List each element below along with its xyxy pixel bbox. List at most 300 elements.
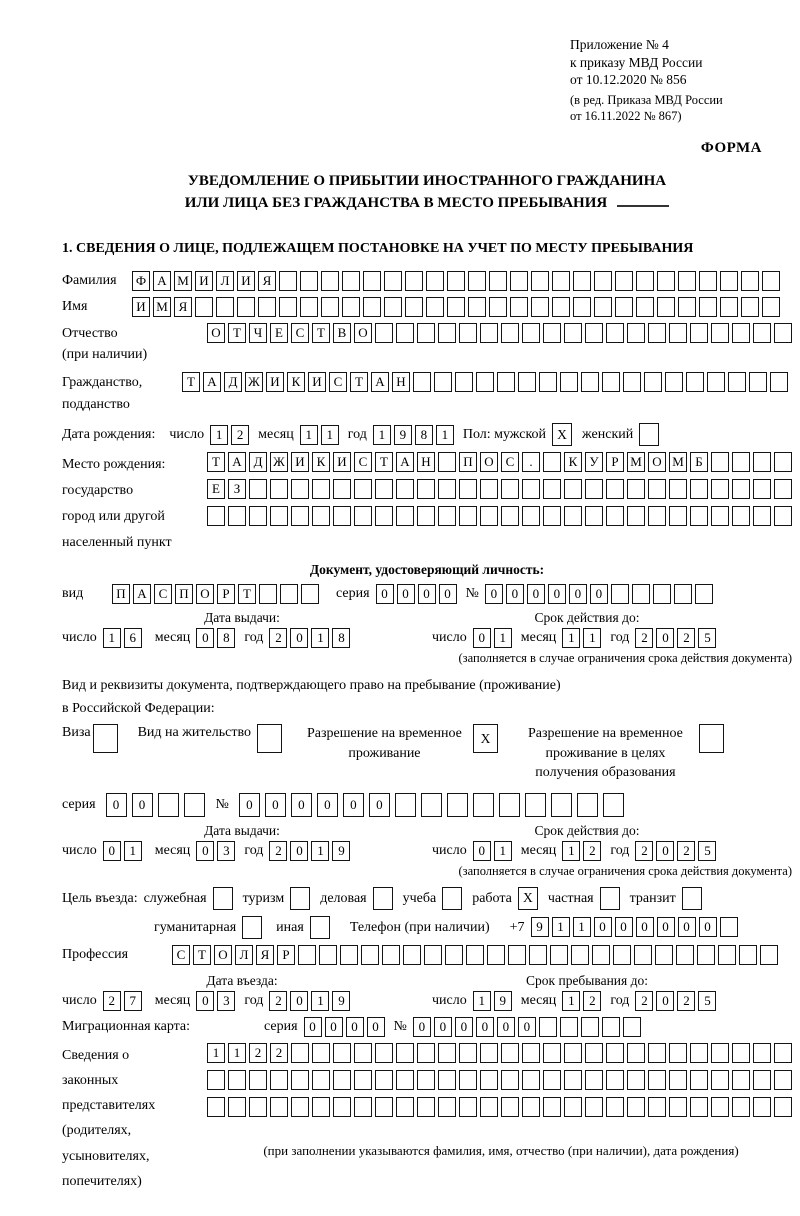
stay-year-cells[interactable] xyxy=(635,991,719,1011)
form-cell[interactable] xyxy=(375,1070,393,1090)
form-cell[interactable] xyxy=(739,945,757,965)
form-cell[interactable] xyxy=(184,793,205,817)
surname-cells[interactable] xyxy=(132,271,783,291)
form-cell[interactable]: 1 xyxy=(562,841,580,861)
form-cell[interactable]: И xyxy=(333,452,351,472)
form-cell[interactable] xyxy=(312,1097,330,1117)
form-cell[interactable] xyxy=(602,1017,620,1037)
form-cell[interactable] xyxy=(606,1070,624,1090)
form-cell[interactable] xyxy=(438,1097,456,1117)
form-cell[interactable]: 2 xyxy=(249,1043,267,1063)
form-cell[interactable]: Ф xyxy=(132,271,150,291)
form-cell[interactable] xyxy=(581,372,599,392)
form-cell[interactable] xyxy=(732,1097,750,1117)
form-cell[interactable]: 0 xyxy=(656,991,674,1011)
form-cell[interactable] xyxy=(259,584,277,604)
form-cell[interactable] xyxy=(447,271,465,291)
form-cell[interactable]: С xyxy=(354,452,372,472)
form-cell[interactable] xyxy=(480,323,498,343)
form-cell[interactable]: Т xyxy=(312,323,330,343)
form-cell[interactable] xyxy=(207,1097,225,1117)
form-cell[interactable]: И xyxy=(266,372,284,392)
form-cell[interactable] xyxy=(564,1097,582,1117)
form-cell[interactable] xyxy=(634,945,652,965)
form-cell[interactable] xyxy=(417,506,435,526)
form-cell[interactable]: 0 xyxy=(434,1017,452,1037)
form-cell[interactable] xyxy=(249,506,267,526)
form-cell[interactable]: О xyxy=(480,452,498,472)
form-cell[interactable] xyxy=(711,323,729,343)
form-cell[interactable] xyxy=(732,323,750,343)
form-cell[interactable] xyxy=(207,506,225,526)
form-cell[interactable]: 0 xyxy=(497,1017,515,1037)
rvp-series-cells[interactable] xyxy=(106,793,210,817)
form-cell[interactable]: П xyxy=(459,452,477,472)
form-cell[interactable] xyxy=(676,945,694,965)
form-cell[interactable]: 1 xyxy=(436,425,454,445)
form-cell[interactable] xyxy=(459,323,477,343)
form-cell[interactable] xyxy=(280,584,298,604)
form-cell[interactable] xyxy=(375,506,393,526)
form-cell[interactable]: К xyxy=(287,372,305,392)
form-cell[interactable] xyxy=(657,271,675,291)
form-cell[interactable] xyxy=(741,297,759,317)
rvp-valid-day-cells[interactable] xyxy=(473,841,515,861)
form-cell[interactable] xyxy=(613,945,631,965)
form-cell[interactable]: 0 xyxy=(106,793,127,817)
form-cell[interactable] xyxy=(321,271,339,291)
form-cell[interactable]: Б xyxy=(690,452,708,472)
form-cell[interactable] xyxy=(594,297,612,317)
form-cell[interactable] xyxy=(480,506,498,526)
form-cell[interactable] xyxy=(539,372,557,392)
form-cell[interactable] xyxy=(501,479,519,499)
form-cell[interactable] xyxy=(585,1097,603,1117)
form-cell[interactable] xyxy=(312,1043,330,1063)
form-cell[interactable] xyxy=(581,1017,599,1037)
form-cell[interactable]: Е xyxy=(207,479,225,499)
form-cell[interactable]: 0 xyxy=(132,793,153,817)
stay-month-cells[interactable] xyxy=(562,991,604,1011)
representatives-cells-row2[interactable] xyxy=(207,1070,795,1090)
form-cell[interactable] xyxy=(760,945,778,965)
form-cell[interactable]: 0 xyxy=(594,917,612,937)
form-cell[interactable]: 9 xyxy=(531,917,549,937)
form-cell[interactable]: Л xyxy=(235,945,253,965)
form-cell[interactable]: 0 xyxy=(657,917,675,937)
form-cell[interactable] xyxy=(615,297,633,317)
form-cell[interactable] xyxy=(732,1070,750,1090)
form-cell[interactable]: 1 xyxy=(552,917,570,937)
form-cell[interactable] xyxy=(560,1017,578,1037)
form-cell[interactable] xyxy=(774,1097,792,1117)
form-cell[interactable]: 1 xyxy=(124,841,142,861)
form-cell[interactable]: 0 xyxy=(317,793,338,817)
form-cell[interactable]: 1 xyxy=(573,917,591,937)
form-cell[interactable]: 8 xyxy=(217,628,235,648)
form-cell[interactable]: 0 xyxy=(239,793,260,817)
form-cell[interactable]: Р xyxy=(606,452,624,472)
form-cell[interactable]: С xyxy=(172,945,190,965)
form-cell[interactable] xyxy=(669,323,687,343)
migr-number-cells[interactable] xyxy=(413,1017,644,1037)
form-cell[interactable] xyxy=(207,1070,225,1090)
form-cell[interactable]: И xyxy=(237,271,255,291)
form-cell[interactable] xyxy=(753,323,771,343)
migr-series-cells[interactable] xyxy=(304,1017,388,1037)
form-cell[interactable] xyxy=(648,479,666,499)
form-cell[interactable]: А xyxy=(396,452,414,472)
form-cell[interactable] xyxy=(585,479,603,499)
doc-number-cells[interactable] xyxy=(485,584,716,604)
form-cell[interactable] xyxy=(732,1043,750,1063)
form-cell[interactable] xyxy=(438,506,456,526)
form-cell[interactable] xyxy=(363,297,381,317)
form-cell[interactable] xyxy=(531,271,549,291)
form-cell[interactable] xyxy=(321,297,339,317)
form-cell[interactable]: И xyxy=(291,452,309,472)
form-cell[interactable]: 0 xyxy=(290,628,308,648)
form-cell[interactable]: 0 xyxy=(367,1017,385,1037)
form-cell[interactable]: 6 xyxy=(124,628,142,648)
form-cell[interactable]: 0 xyxy=(656,628,674,648)
form-cell[interactable]: М xyxy=(669,452,687,472)
residence-permit-checkbox[interactable] xyxy=(257,724,282,753)
form-cell[interactable] xyxy=(312,1070,330,1090)
form-cell[interactable] xyxy=(648,1097,666,1117)
form-cell[interactable] xyxy=(531,297,549,317)
form-cell[interactable]: 0 xyxy=(196,991,214,1011)
form-cell[interactable]: Л xyxy=(216,271,234,291)
form-cell[interactable] xyxy=(249,1070,267,1090)
form-cell[interactable] xyxy=(550,945,568,965)
form-cell[interactable]: 0 xyxy=(397,584,415,604)
form-cell[interactable] xyxy=(447,793,468,817)
form-cell[interactable]: 9 xyxy=(332,991,350,1011)
form-cell[interactable] xyxy=(674,584,692,604)
form-cell[interactable]: 0 xyxy=(548,584,566,604)
form-cell[interactable] xyxy=(627,323,645,343)
form-cell[interactable]: Н xyxy=(417,452,435,472)
form-cell[interactable] xyxy=(690,506,708,526)
form-cell[interactable] xyxy=(319,945,337,965)
form-cell[interactable]: Т xyxy=(350,372,368,392)
form-cell[interactable]: 2 xyxy=(583,841,601,861)
form-cell[interactable] xyxy=(476,372,494,392)
form-cell[interactable] xyxy=(678,271,696,291)
form-cell[interactable] xyxy=(522,323,540,343)
form-cell[interactable] xyxy=(543,506,561,526)
form-cell[interactable] xyxy=(571,945,589,965)
form-cell[interactable] xyxy=(473,793,494,817)
form-cell[interactable]: М xyxy=(153,297,171,317)
form-cell[interactable] xyxy=(711,479,729,499)
form-cell[interactable] xyxy=(564,323,582,343)
form-cell[interactable] xyxy=(291,1070,309,1090)
profession-cells[interactable] xyxy=(172,945,781,965)
form-cell[interactable] xyxy=(426,297,444,317)
form-cell[interactable] xyxy=(501,1097,519,1117)
form-cell[interactable] xyxy=(396,506,414,526)
form-cell[interactable] xyxy=(718,945,736,965)
form-cell[interactable] xyxy=(690,479,708,499)
form-cell[interactable] xyxy=(333,1097,351,1117)
form-cell[interactable] xyxy=(602,372,620,392)
form-cell[interactable] xyxy=(669,1097,687,1117)
doc-valid-day-cells[interactable] xyxy=(473,628,515,648)
representatives-cells-row1[interactable] xyxy=(207,1043,795,1063)
form-cell[interactable] xyxy=(510,297,528,317)
form-cell[interactable] xyxy=(657,297,675,317)
form-cell[interactable] xyxy=(445,945,463,965)
form-cell[interactable] xyxy=(543,1070,561,1090)
doc-type-cells[interactable] xyxy=(112,584,322,604)
form-cell[interactable] xyxy=(312,506,330,526)
form-cell[interactable] xyxy=(686,372,704,392)
form-cell[interactable] xyxy=(510,271,528,291)
form-cell[interactable] xyxy=(438,1043,456,1063)
doc-issue-month-cells[interactable] xyxy=(196,628,238,648)
entry-year-cells[interactable] xyxy=(269,991,353,1011)
form-cell[interactable] xyxy=(753,479,771,499)
form-cell[interactable] xyxy=(522,1070,540,1090)
form-cell[interactable]: . xyxy=(522,452,540,472)
form-cell[interactable] xyxy=(753,506,771,526)
purpose-work-checkbox[interactable]: X xyxy=(518,887,538,910)
form-cell[interactable] xyxy=(459,506,477,526)
form-cell[interactable] xyxy=(291,479,309,499)
form-cell[interactable] xyxy=(753,452,771,472)
form-cell[interactable]: 1 xyxy=(583,628,601,648)
form-cell[interactable] xyxy=(333,506,351,526)
form-cell[interactable]: 0 xyxy=(590,584,608,604)
form-cell[interactable] xyxy=(270,1070,288,1090)
form-cell[interactable]: О xyxy=(207,323,225,343)
form-cell[interactable] xyxy=(728,372,746,392)
form-cell[interactable] xyxy=(466,945,484,965)
form-cell[interactable] xyxy=(480,479,498,499)
form-cell[interactable]: П xyxy=(175,584,193,604)
form-cell[interactable]: С xyxy=(329,372,347,392)
sex-female-checkbox[interactable] xyxy=(639,423,659,446)
form-cell[interactable] xyxy=(501,323,519,343)
form-cell[interactable]: Я xyxy=(258,271,276,291)
form-cell[interactable] xyxy=(585,1070,603,1090)
form-cell[interactable] xyxy=(603,793,624,817)
form-cell[interactable] xyxy=(615,271,633,291)
form-cell[interactable] xyxy=(438,1070,456,1090)
form-cell[interactable]: 1 xyxy=(473,991,491,1011)
form-cell[interactable]: М xyxy=(627,452,645,472)
form-cell[interactable] xyxy=(237,297,255,317)
form-cell[interactable] xyxy=(627,1043,645,1063)
form-cell[interactable] xyxy=(396,479,414,499)
form-cell[interactable]: И xyxy=(308,372,326,392)
form-cell[interactable] xyxy=(560,372,578,392)
form-cell[interactable] xyxy=(501,1070,519,1090)
form-cell[interactable] xyxy=(354,506,372,526)
form-cell[interactable] xyxy=(459,1043,477,1063)
patronymic-cells[interactable] xyxy=(207,323,795,343)
form-cell[interactable]: М xyxy=(174,271,192,291)
form-cell[interactable] xyxy=(421,793,442,817)
form-cell[interactable] xyxy=(551,793,572,817)
form-cell[interactable]: С xyxy=(291,323,309,343)
form-cell[interactable] xyxy=(468,297,486,317)
form-cell[interactable] xyxy=(279,271,297,291)
form-cell[interactable] xyxy=(669,1043,687,1063)
form-cell[interactable] xyxy=(585,323,603,343)
form-cell[interactable] xyxy=(573,271,591,291)
phone-cells[interactable] xyxy=(531,917,741,937)
form-cell[interactable] xyxy=(525,793,546,817)
form-cell[interactable] xyxy=(384,297,402,317)
form-cell[interactable]: 8 xyxy=(415,425,433,445)
form-cell[interactable] xyxy=(518,372,536,392)
form-cell[interactable] xyxy=(543,323,561,343)
form-cell[interactable]: 9 xyxy=(394,425,412,445)
form-cell[interactable]: 2 xyxy=(269,628,287,648)
form-cell[interactable] xyxy=(720,271,738,291)
form-cell[interactable] xyxy=(480,1097,498,1117)
form-cell[interactable]: 0 xyxy=(518,1017,536,1037)
form-cell[interactable] xyxy=(489,271,507,291)
form-cell[interactable] xyxy=(564,479,582,499)
form-cell[interactable]: К xyxy=(564,452,582,472)
form-cell[interactable] xyxy=(279,297,297,317)
stay-day-cells[interactable] xyxy=(473,991,515,1011)
form-cell[interactable] xyxy=(665,372,683,392)
form-cell[interactable]: 1 xyxy=(210,425,228,445)
rvp-issue-year-cells[interactable] xyxy=(269,841,353,861)
form-cell[interactable]: С xyxy=(154,584,172,604)
form-cell[interactable] xyxy=(627,479,645,499)
form-cell[interactable] xyxy=(499,793,520,817)
purpose-business-checkbox[interactable] xyxy=(373,887,393,910)
form-cell[interactable] xyxy=(270,479,288,499)
form-cell[interactable] xyxy=(312,479,330,499)
form-cell[interactable] xyxy=(405,297,423,317)
form-cell[interactable]: 2 xyxy=(677,841,695,861)
form-cell[interactable]: Я xyxy=(174,297,192,317)
birthplace-cells-row2[interactable] xyxy=(207,479,795,499)
form-cell[interactable] xyxy=(749,372,767,392)
form-cell[interactable] xyxy=(732,506,750,526)
form-cell[interactable]: 5 xyxy=(698,628,716,648)
form-cell[interactable] xyxy=(644,372,662,392)
form-cell[interactable] xyxy=(711,506,729,526)
form-cell[interactable] xyxy=(732,479,750,499)
form-cell[interactable] xyxy=(480,1070,498,1090)
sex-male-checkbox[interactable]: X xyxy=(552,423,572,446)
form-cell[interactable] xyxy=(459,479,477,499)
form-cell[interactable] xyxy=(720,297,738,317)
entry-month-cells[interactable] xyxy=(196,991,238,1011)
form-cell[interactable] xyxy=(522,479,540,499)
form-cell[interactable] xyxy=(497,372,515,392)
form-cell[interactable] xyxy=(543,452,561,472)
form-cell[interactable] xyxy=(585,1043,603,1063)
form-cell[interactable] xyxy=(298,945,316,965)
form-cell[interactable]: В xyxy=(333,323,351,343)
form-cell[interactable] xyxy=(354,1043,372,1063)
form-cell[interactable] xyxy=(573,297,591,317)
form-cell[interactable] xyxy=(291,506,309,526)
form-cell[interactable] xyxy=(577,793,598,817)
doc-series-cells[interactable] xyxy=(376,584,460,604)
form-cell[interactable] xyxy=(426,271,444,291)
form-cell[interactable] xyxy=(648,1070,666,1090)
form-cell[interactable] xyxy=(508,945,526,965)
form-cell[interactable] xyxy=(228,1097,246,1117)
form-cell[interactable] xyxy=(375,323,393,343)
temp-residence-edu-checkbox[interactable] xyxy=(699,724,724,753)
form-cell[interactable]: 1 xyxy=(562,991,580,1011)
form-cell[interactable]: А xyxy=(153,271,171,291)
form-cell[interactable] xyxy=(753,1070,771,1090)
form-cell[interactable]: 7 xyxy=(124,991,142,1011)
form-cell[interactable]: Т xyxy=(182,372,200,392)
form-cell[interactable]: 0 xyxy=(656,841,674,861)
form-cell[interactable] xyxy=(333,1070,351,1090)
form-cell[interactable]: 8 xyxy=(332,628,350,648)
form-cell[interactable] xyxy=(354,1097,372,1117)
form-cell[interactable]: Т xyxy=(375,452,393,472)
form-cell[interactable]: 2 xyxy=(269,841,287,861)
form-cell[interactable]: 0 xyxy=(636,917,654,937)
form-cell[interactable] xyxy=(648,506,666,526)
form-cell[interactable]: 0 xyxy=(455,1017,473,1037)
form-cell[interactable] xyxy=(690,1043,708,1063)
form-cell[interactable]: 1 xyxy=(494,841,512,861)
form-cell[interactable] xyxy=(375,1043,393,1063)
rvp-valid-month-cells[interactable] xyxy=(562,841,604,861)
form-cell[interactable] xyxy=(361,945,379,965)
form-cell[interactable]: 1 xyxy=(321,425,339,445)
form-cell[interactable] xyxy=(774,1070,792,1090)
form-cell[interactable] xyxy=(258,297,276,317)
form-cell[interactable]: 0 xyxy=(290,991,308,1011)
birth-month-cells[interactable] xyxy=(300,425,342,445)
form-cell[interactable] xyxy=(522,506,540,526)
form-cell[interactable]: 0 xyxy=(325,1017,343,1037)
form-cell[interactable]: 1 xyxy=(300,425,318,445)
form-cell[interactable]: П xyxy=(112,584,130,604)
form-cell[interactable]: О xyxy=(354,323,372,343)
form-cell[interactable] xyxy=(417,479,435,499)
form-cell[interactable] xyxy=(522,1043,540,1063)
form-cell[interactable] xyxy=(424,945,442,965)
form-cell[interactable]: 2 xyxy=(269,991,287,1011)
form-cell[interactable]: Т xyxy=(238,584,256,604)
form-cell[interactable] xyxy=(623,372,641,392)
form-cell[interactable] xyxy=(480,1043,498,1063)
form-cell[interactable] xyxy=(732,452,750,472)
birthplace-cells-row1[interactable] xyxy=(207,452,795,472)
form-cell[interactable] xyxy=(342,297,360,317)
doc-issue-day-cells[interactable] xyxy=(103,628,145,648)
form-cell[interactable] xyxy=(753,1043,771,1063)
form-cell[interactable] xyxy=(678,297,696,317)
form-cell[interactable] xyxy=(396,1043,414,1063)
form-cell[interactable] xyxy=(459,1070,477,1090)
visa-checkbox[interactable] xyxy=(93,724,118,753)
entry-day-cells[interactable] xyxy=(103,991,145,1011)
form-cell[interactable]: 0 xyxy=(678,917,696,937)
doc-valid-year-cells[interactable] xyxy=(635,628,719,648)
form-cell[interactable] xyxy=(552,297,570,317)
form-cell[interactable] xyxy=(396,323,414,343)
